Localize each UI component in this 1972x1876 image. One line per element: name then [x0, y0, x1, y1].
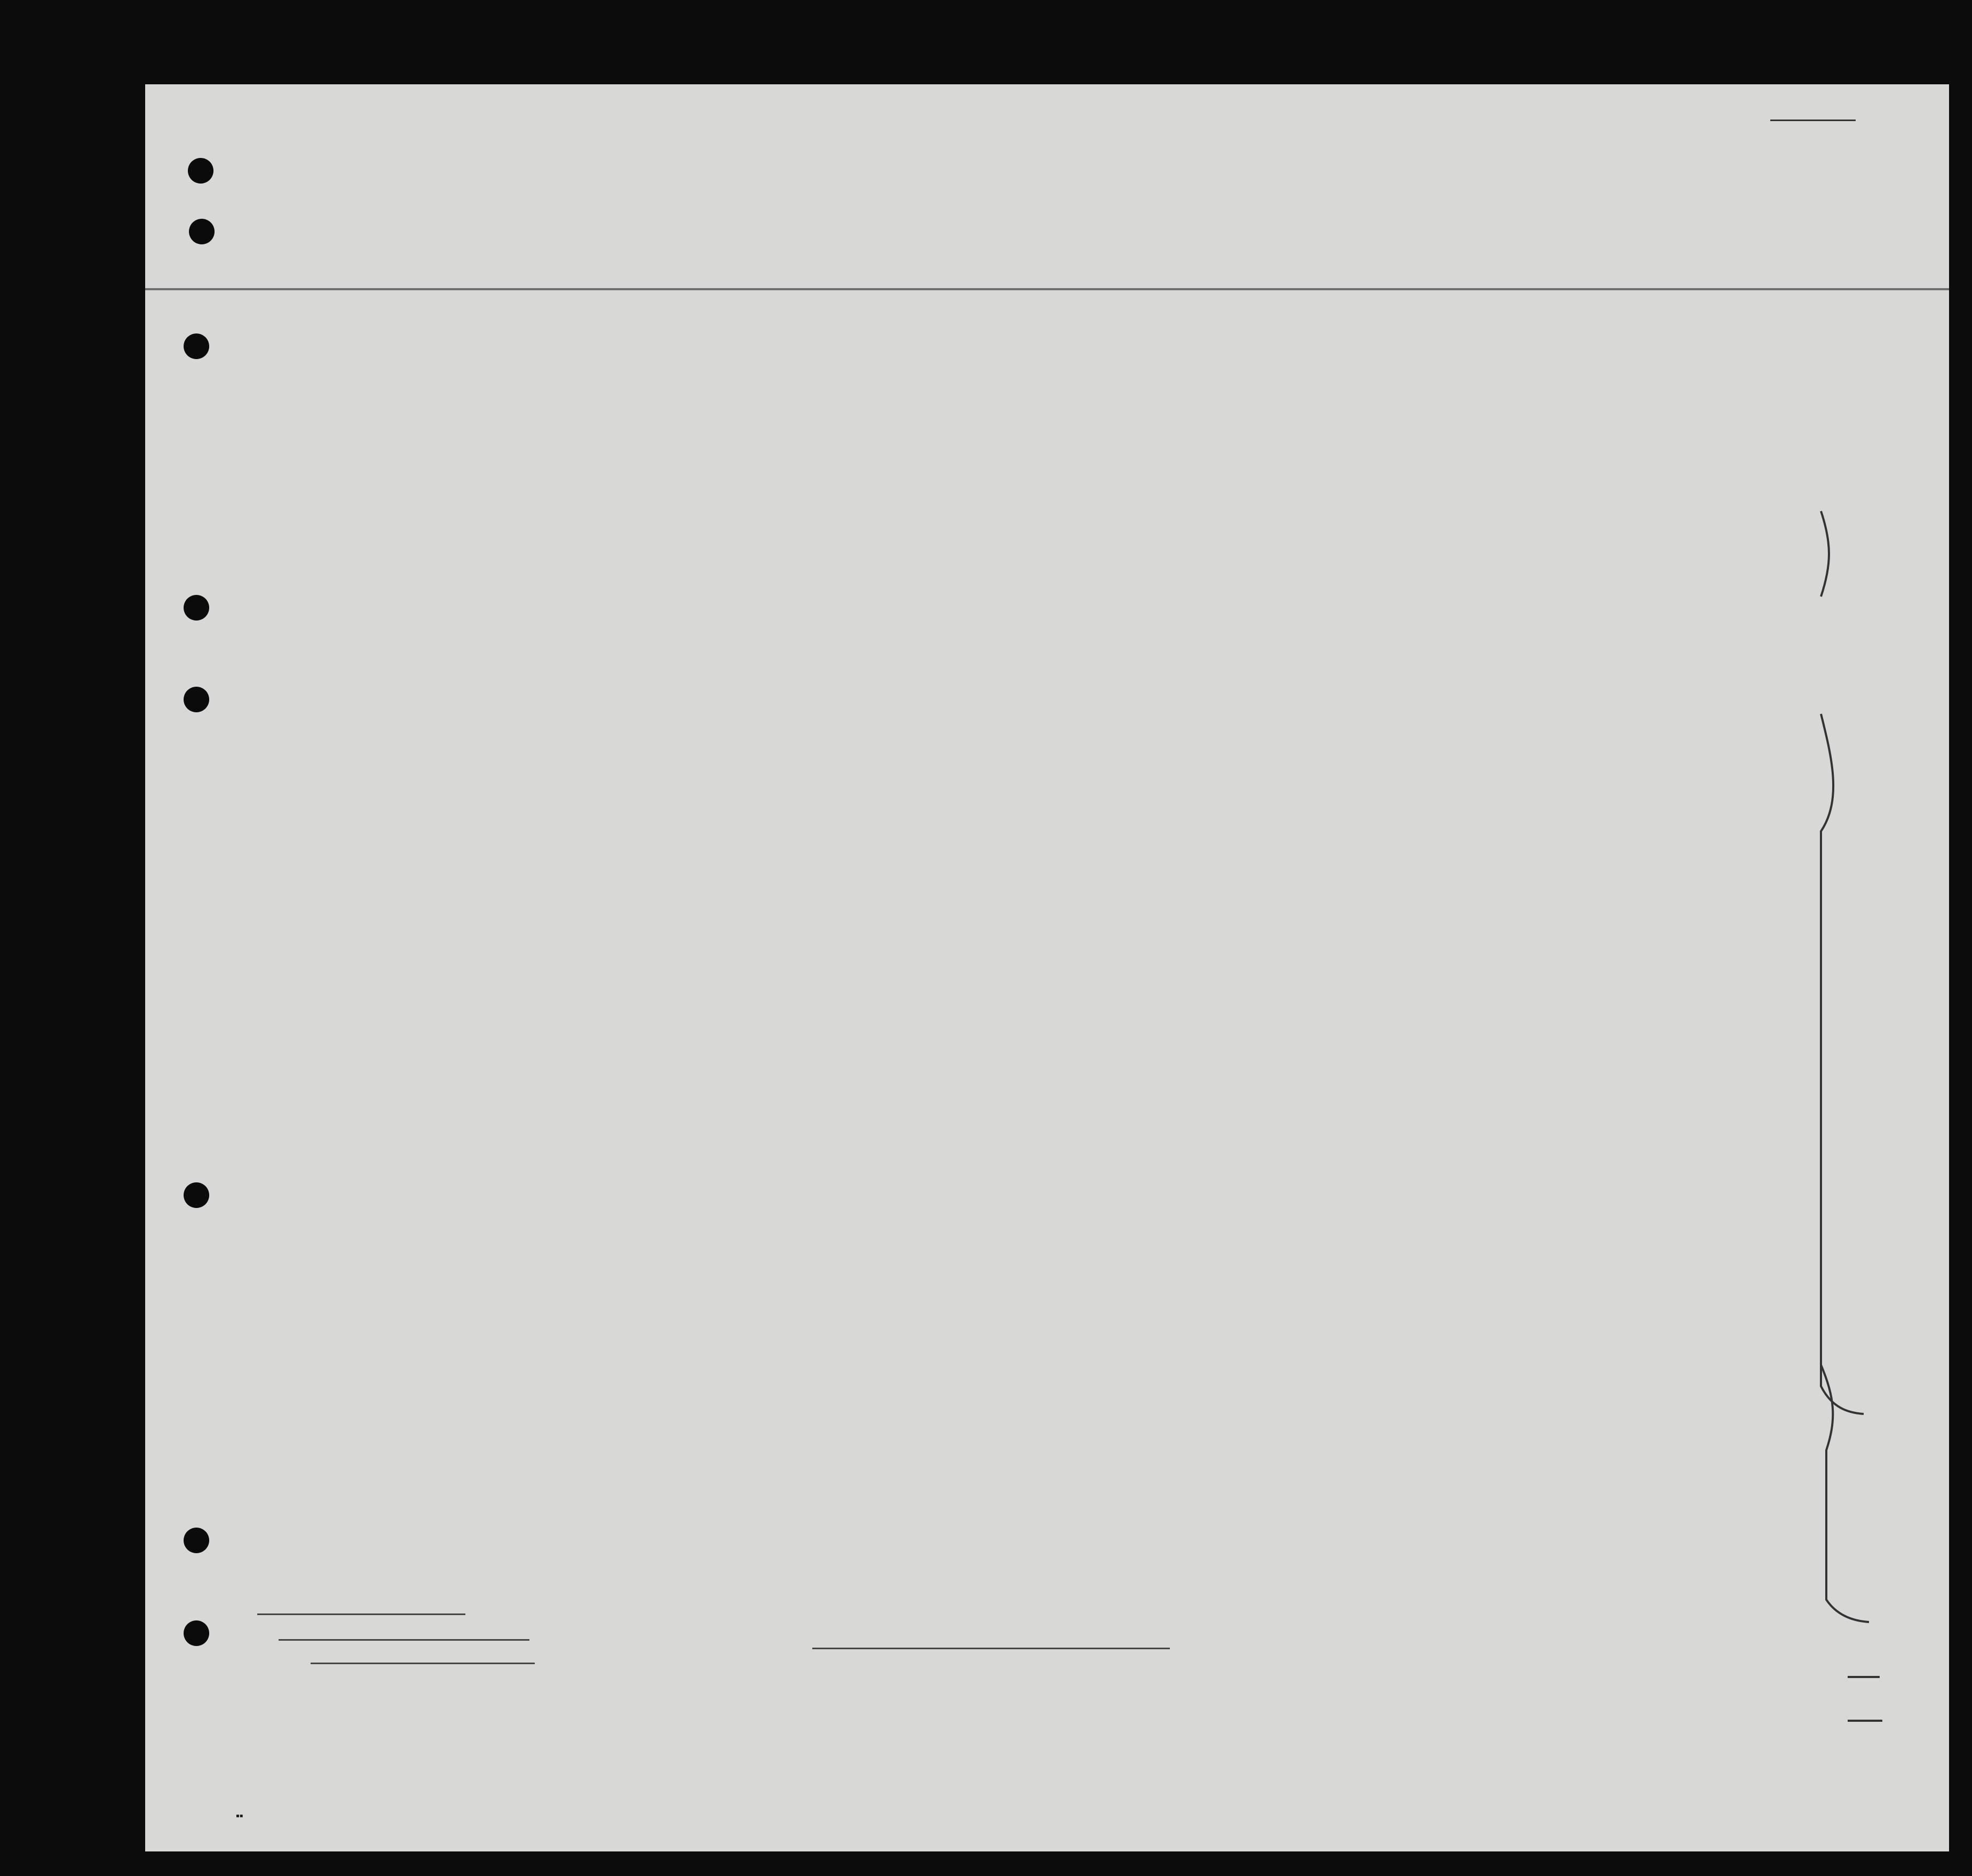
agents-underline: [311, 1663, 535, 1664]
printer-mark: ▪▪: [236, 1813, 243, 1819]
signature-line: [812, 1648, 1170, 1649]
binder-hole: [188, 158, 213, 184]
tick-marks: [145, 84, 1949, 1851]
binder-hole: [184, 687, 209, 712]
owners-underline: [279, 1639, 529, 1641]
binder-hole: [184, 595, 209, 621]
line-underline: [257, 1613, 465, 1615]
binder-hole: [184, 1620, 209, 1646]
binder-hole: [184, 333, 209, 359]
binder-hole: [184, 1528, 209, 1553]
manifest-sheet: [145, 84, 1949, 1851]
binder-hole: [184, 1182, 209, 1208]
binder-hole: [189, 219, 215, 244]
